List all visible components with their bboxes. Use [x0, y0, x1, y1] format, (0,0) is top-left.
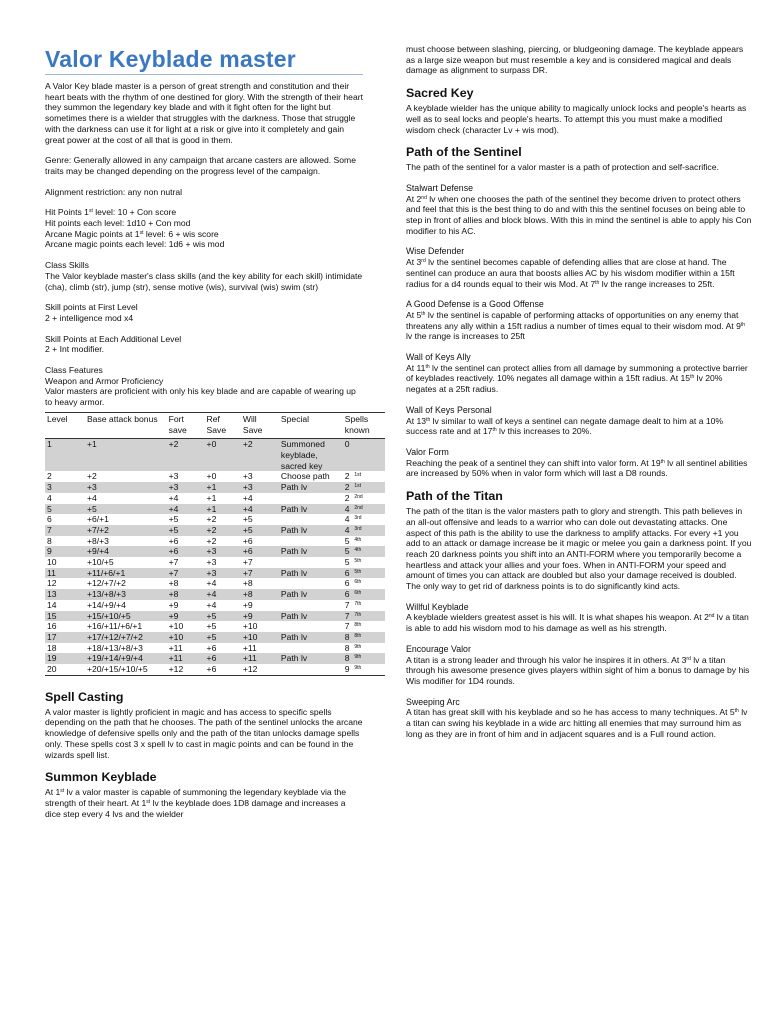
cell-spells: 7 $^{8th}$ [344, 621, 362, 632]
cell-spells: 2 $^{1st}$ [343, 482, 385, 493]
cell-ref: +1 [205, 482, 241, 493]
cell-special [279, 557, 343, 568]
cell-will: +4 [241, 504, 279, 515]
wise-defender-heading: Wise Defender [406, 246, 465, 257]
class-skills-block [45, 260, 363, 292]
cell-fort: +8 [167, 589, 205, 600]
cell-base: +9/+4 [85, 546, 167, 557]
cell-level: 8 [47, 535, 52, 546]
cell-base: +10/+5 [86, 557, 114, 568]
cell-will: +5 [242, 514, 253, 525]
cell-level: 2 [47, 471, 52, 482]
cell-spells: 5 $^{4th}$ [344, 535, 362, 546]
table-row [45, 557, 385, 568]
cell-will: +2 [241, 439, 279, 472]
hit-points-block: Hit Points 1st level: 10 + Con score Hit points each level: 1d10 + Con mod Arcane Magic points at 1st level: 6 + wis score Arcane magic points each level: 1d6 + wis mod [45, 207, 225, 250]
table-row [45, 611, 385, 622]
cell-fort: +10 [168, 621, 184, 632]
cell-base: +16/+11/+6/+1 [86, 621, 143, 632]
cell-base: +1 [85, 439, 167, 472]
sacred-key-text: A keyblade wielder has the unique ability to magically unlock locks and people's hearts as well as to seal locks and people's hearts. To attempt this you must make a modified wisdom check (character Lv + wis mod). [406, 103, 747, 135]
cell-special: Path lv [279, 504, 343, 515]
table-row [45, 568, 385, 579]
stalwart-heading: Stalwart Defense [406, 182, 473, 193]
col-base-attack: Base attack bonus [85, 412, 167, 438]
cell-fort: +5 [168, 514, 179, 525]
cell-special [279, 621, 343, 632]
cell-ref: +2 [206, 514, 217, 525]
spell-casting-section [45, 690, 363, 761]
cell-will: +7 [241, 568, 279, 579]
cell-level: 17 [45, 632, 85, 643]
valor-form-heading: Valor Form [406, 446, 449, 457]
cell-ref: +5 [206, 621, 217, 632]
cell-level: 6 [47, 514, 52, 525]
cell-level: 9 [45, 546, 85, 557]
cell-fort: +6 [168, 535, 179, 546]
cell-special [279, 600, 343, 611]
stalwart-text: At 2nd lv when one chooses the path of the sentinel they become driven to protect others and feel that this is the best thing to do and with this the sentinel focuses on being able to step in front of allies and block blows. With this in mind the sentinel is able to apply his Con modifier to his AC. [406, 193, 752, 236]
table-row [45, 482, 385, 493]
cell-ref: +3 [206, 557, 217, 568]
cell-will: +3 [242, 471, 253, 482]
good-defense-heading: A Good Defense is a Good Offense [406, 299, 544, 310]
willful-text: A keyblade wielders greatest asset is his will. It is what shapes his weapon. At 2nd lv a titan is able to add his wisdom mod to his damage as well as his strength. [406, 612, 749, 634]
cell-spells: 8 $^{9th}$ [344, 642, 362, 653]
class-skills-text: The Valor keyblade master's class skills (and the key ability for each skill) intimidate (cha), climb (str), jump (str), sense motive (wis), survival (wis) swim (str) [45, 270, 363, 292]
cell-special [279, 514, 343, 525]
cell-level: 10 [47, 557, 57, 568]
cell-base: +7/+2 [85, 525, 167, 536]
cell-ref: +4 [206, 578, 217, 589]
cell-will: +8 [241, 589, 279, 600]
table-row [45, 546, 385, 557]
table-row [45, 471, 385, 482]
genre-paragraph: Genre: Generally allowed in any campaign that arcane casters are allowed. Some traits may be changed depending on the progress level of the campaign. [45, 155, 356, 176]
table-row [45, 536, 385, 547]
cell-special [279, 664, 343, 675]
cell-spells: 0 [343, 439, 385, 472]
cell-special [279, 536, 343, 547]
cell-ref: +2 [206, 535, 217, 546]
cell-base: +20/+15/+10/+5 [85, 664, 167, 675]
col-fort: Fort save [167, 412, 205, 438]
cell-fort: +4 [167, 504, 205, 515]
willful-heading: Willful Keyblade [406, 601, 469, 612]
cell-will: +10 [241, 632, 279, 643]
cell-level: 12 [47, 578, 57, 589]
cell-ref: +3 [205, 568, 241, 579]
cell-level: 1 [45, 439, 85, 472]
cell-fort: +9 [167, 611, 205, 622]
cell-base: +14/+9/+4 [86, 599, 126, 610]
wall-ally-text: At 11th lv the sentinel can protect allies from all damage by summoning a protective barrier of keyblades reactively. 10% negates all damage within a 15ft radius. At 15th lv 20% negates at a 25ft radius. [406, 362, 748, 395]
cell-base: +8/+3 [86, 535, 109, 546]
right-column [406, 44, 752, 749]
cell-will: +3 [241, 482, 279, 493]
cell-will: +5 [241, 525, 279, 536]
cell-special: Path lv [279, 653, 343, 664]
cell-ref: +0 [206, 471, 217, 482]
class-skills-heading: Class Skills [45, 260, 89, 271]
cell-ref: +5 [205, 611, 241, 622]
cell-level: 4 [47, 492, 52, 503]
spell-casting-heading: Spell Casting [45, 689, 124, 704]
table-row [45, 589, 385, 600]
encourage-heading: Encourage Valor [406, 643, 471, 654]
cell-spells: 7 $^{7th}$ [343, 611, 385, 622]
wall-ally-heading: Wall of Keys Ally [406, 352, 471, 363]
cell-ref: +0 [205, 439, 241, 472]
cell-special [279, 643, 343, 654]
table-row [45, 439, 385, 472]
cell-level: 3 [45, 482, 85, 493]
cell-fort: +9 [168, 599, 179, 610]
cell-fort: +10 [167, 632, 205, 643]
cell-base: +13/+8/+3 [85, 589, 167, 600]
col-will: Will Save [241, 412, 279, 438]
cell-base: +19/+14/+9/+4 [85, 653, 167, 664]
summon-keyblade-heading: Summon Keyblade [45, 770, 157, 785]
good-defense-text: At 5th lv the sentinel is capable of performing attacks of opportunities on any enemy that threatens any ally within a 15ft radius a number of times equal to their wisdom mod. At 9th lv the range is increases to 25ft [406, 309, 746, 342]
cell-base: +2 [86, 471, 97, 482]
cell-will: +11 [242, 642, 257, 653]
cell-base: +3 [85, 482, 167, 493]
cell-special: Choose path [280, 471, 330, 482]
sweeping-heading: Sweeping Arc [406, 696, 460, 707]
cell-level: 18 [47, 642, 57, 653]
table-row [45, 514, 385, 525]
cell-spells: 8 $^{9th}$ [343, 653, 385, 664]
cell-spells: 6 $^{6th}$ [344, 578, 362, 589]
titan-text: The path of the titan is the valor masters path to glory and strength. This path believes in an all-out offensive and leads to a warrior who can dole out devastating attacks. One aspect of this path is the ability to use the darkness to amplify attacks. For every +1 you add to an attack or damage increase be it magic or melee you gain a darkness point. If you reach 20 darkness points you shift into an ANTI-FORM where you temporarily become a heartless and attack your allies and your foes. When in ANTI-FORM your speed and amount of times you can attack are doubled but also your damage received is doubled. The only way to get rid of darkness points is to do significantly kind acts. [406, 506, 752, 592]
cell-fort: +4 [168, 492, 179, 503]
cell-ref: +4 [206, 599, 217, 610]
cell-special: Path lv [279, 632, 343, 643]
cell-will: +9 [242, 599, 253, 610]
class-features-block: Class Features Weapon and Armor Proficiency Valor masters are proficient with only his key blade and are capable of wearing up to heavy armor. [45, 365, 356, 408]
cell-will: +6 [242, 535, 253, 546]
sentinel-section [406, 145, 752, 479]
cell-will: +8 [242, 578, 253, 589]
cell-level: 7 [45, 525, 85, 536]
cell-fort: +3 [168, 471, 179, 482]
cell-spells: 6 $^{6th}$ [343, 589, 385, 600]
sweeping-text: A titan has great skill with his keyblade and so he has access to many techniques. At 5th lv a titan can swing his keyblade in a wide arc hitting all enemies that may surround him as long as they are in front of him and in adjacent squares and is a Full round action. [406, 707, 748, 739]
cell-ref: +6 [206, 642, 217, 653]
cell-fort: +6 [167, 546, 205, 557]
cell-fort: +11 [168, 642, 183, 653]
cell-special: Path lv [279, 525, 343, 536]
table-row [45, 493, 385, 504]
sentinel-text: The path of the sentinel for a valor master is a path of protection and self-sacrifice. [406, 162, 719, 173]
cell-fort: +8 [168, 578, 179, 589]
cell-special [279, 493, 343, 504]
table-row [45, 664, 385, 675]
cell-ref: +6 [205, 653, 241, 664]
summon-keyblade-text-left: At 1st lv a valor master is capable of summoning the legendary keyblade via the strength of their heart. At 1st lv the keyblade does 1D8 damage and increases a dice step every 4 lvs and the wielder [45, 787, 347, 819]
cell-special: Summoned keyblade, sacred key [279, 439, 343, 472]
cell-spells: 5 $^{5th}$ [344, 557, 362, 568]
col-spells: Spells known [343, 412, 385, 438]
cell-ref: +3 [205, 546, 241, 557]
cell-special: Path lv [279, 611, 343, 622]
col-special: Special [279, 412, 343, 438]
table-row [45, 653, 385, 664]
cell-ref: +1 [206, 492, 217, 503]
cell-base: +6/+1 [86, 514, 109, 525]
cell-base: +18/+13/+8/+3 [86, 642, 143, 653]
wise-defender-text: At 3rd lv the sentinel becomes capable of defending allies that are close at hand. The sentinel can produce an aura that boosts allies AC by his wisdom modifier within a 15ft radius for a d4 rounds equal to their wis Mod. At 7th lv the range increases to 25ft. [406, 257, 735, 289]
wall-personal-heading: Wall of Keys Personal [406, 404, 492, 415]
cell-fort: +5 [167, 525, 205, 536]
table-row [45, 632, 385, 643]
valor-form-text: Reaching the peak of a sentinel they can shift into valor form. At 19th lv all sentinel abilities are increased by 50% when in valor form which will last a D8 rounds. [406, 457, 748, 479]
cell-level: 11 [45, 568, 85, 579]
cell-spells: 9 $^{9th}$ [343, 664, 385, 675]
page-title: Valor Keyblade master [45, 46, 363, 75]
cell-level: 16 [47, 621, 57, 632]
cell-special: Path lv [279, 546, 343, 557]
table-row [45, 621, 385, 632]
table-row [45, 525, 385, 536]
cell-will: +4 [242, 492, 253, 503]
cell-level: 20 [45, 664, 85, 675]
cell-fort: +7 [168, 557, 179, 568]
cell-base: +11/+6/+1 [85, 568, 167, 579]
cell-ref: +6 [205, 664, 241, 675]
cell-spells: 7 $^{7th}$ [344, 599, 362, 610]
table-row [45, 600, 385, 611]
cell-spells: 2 $^{1st}$ [344, 471, 361, 482]
cell-will: +9 [241, 611, 279, 622]
cell-level: 5 [45, 504, 85, 515]
skill-first-block: Skill points at First Level 2 + intelligence mod x4 [45, 302, 138, 323]
cell-special: Path lv [279, 589, 343, 600]
cell-will: +11 [241, 653, 279, 664]
cell-level: 19 [45, 653, 85, 664]
table-header-row [45, 412, 385, 438]
summon-keyblade-section [45, 770, 363, 819]
alignment-paragraph: Alignment restriction: any non nutral [45, 186, 183, 197]
titan-heading: Path of the Titan [406, 489, 503, 504]
wall-personal-text: At 13th lv similar to wall of keys a sentinel can negate damage dealt to him at a 10% success rate and at 17th lv this increases to 20%. [406, 415, 724, 437]
cell-level: 15 [45, 611, 85, 622]
cell-special: Path lv [279, 482, 343, 493]
spell-casting-text: A valor master is lightly proficient in magic and has access to specific spells depending on the path that he chooses. The path of the sentinel unlocks the arcane knowledge of defensive spells only and the path of the titan unlocks damage spells only. These spells cost 3 x spell lv to cast in magic points and can be found in the wizards spell list. [45, 706, 363, 760]
table-row [45, 578, 385, 589]
cell-spells: 8 $^{8th}$ [343, 632, 385, 643]
cell-level: 14 [47, 599, 57, 610]
cell-ref: +4 [205, 589, 241, 600]
titan-section [406, 489, 752, 739]
cell-will: +12 [241, 664, 279, 675]
col-level: Level [45, 412, 85, 438]
summon-keyblade-text-right: must choose between slashing, piercing, or bludgeoning damage. The keyblade appears as a large size weapon but must resemble a key and is considered magical and deals damage as alignment to surpass DR. [406, 44, 744, 76]
cell-base: +12/+7/+2 [86, 578, 126, 589]
cell-will: +6 [241, 546, 279, 557]
cell-level: 13 [45, 589, 85, 600]
cell-spells: 4 $^{2nd}$ [343, 504, 385, 515]
cell-fort: +3 [167, 482, 205, 493]
cell-ref: +2 [205, 525, 241, 536]
cell-spells: 4 $^{3rd}$ [343, 525, 385, 536]
cell-will: +7 [242, 557, 253, 568]
cell-ref: +1 [205, 504, 241, 515]
cell-base: +5 [85, 504, 167, 515]
cell-spells: 4 $^{3rd}$ [344, 514, 362, 525]
cell-base: +17/+12/+7/+2 [85, 632, 167, 643]
cell-fort: +11 [167, 653, 205, 664]
cell-fort: +7 [167, 568, 205, 579]
encourage-text: A titan is a strong leader and through his valor he inspires it in others. At 3rd lv a titan through his awesome presence gives players within sight of him a bonus to damage by his Wis modifier for 1D4 rounds. [406, 654, 750, 686]
left-column [45, 40, 370, 819]
cell-fort: +12 [167, 664, 205, 675]
cell-base: +15/+10/+5 [85, 611, 167, 622]
sacred-key-section [406, 86, 752, 135]
table-row [45, 643, 385, 654]
cell-fort: +2 [167, 439, 205, 472]
cell-special: Path lv [279, 568, 343, 579]
intro-paragraph: A Valor Key blade master is a person of great strength and constitution and their heart beats with the rhythm of one destined for glory. With the strength of their heart they summon the legendary key blade and with it fight often for the light but sometimes there is a wielder that struggles with the darkness. Those that struggle with the darkness can use it for light at a risk or give into it completely and gain great power at the cost of all that is good in them. [45, 81, 363, 145]
cell-spells: 6 $^{5th}$ [343, 568, 385, 579]
cell-base: +4 [86, 492, 97, 503]
progression-table [45, 412, 385, 676]
cell-will: +10 [242, 621, 258, 632]
cell-special [279, 578, 343, 589]
sentinel-heading: Path of the Sentinel [406, 145, 522, 160]
sacred-key-heading: Sacred Key [406, 86, 474, 101]
col-ref: Ref Save [205, 412, 241, 438]
cell-spells: 2 $^{2nd}$ [344, 492, 363, 503]
table-row [45, 504, 385, 515]
cell-spells: 5 $^{4th}$ [343, 546, 385, 557]
skill-each-block: Skill Points at Each Additional Level 2 + Int modifier. [45, 333, 182, 355]
cell-ref: +5 [205, 632, 241, 643]
